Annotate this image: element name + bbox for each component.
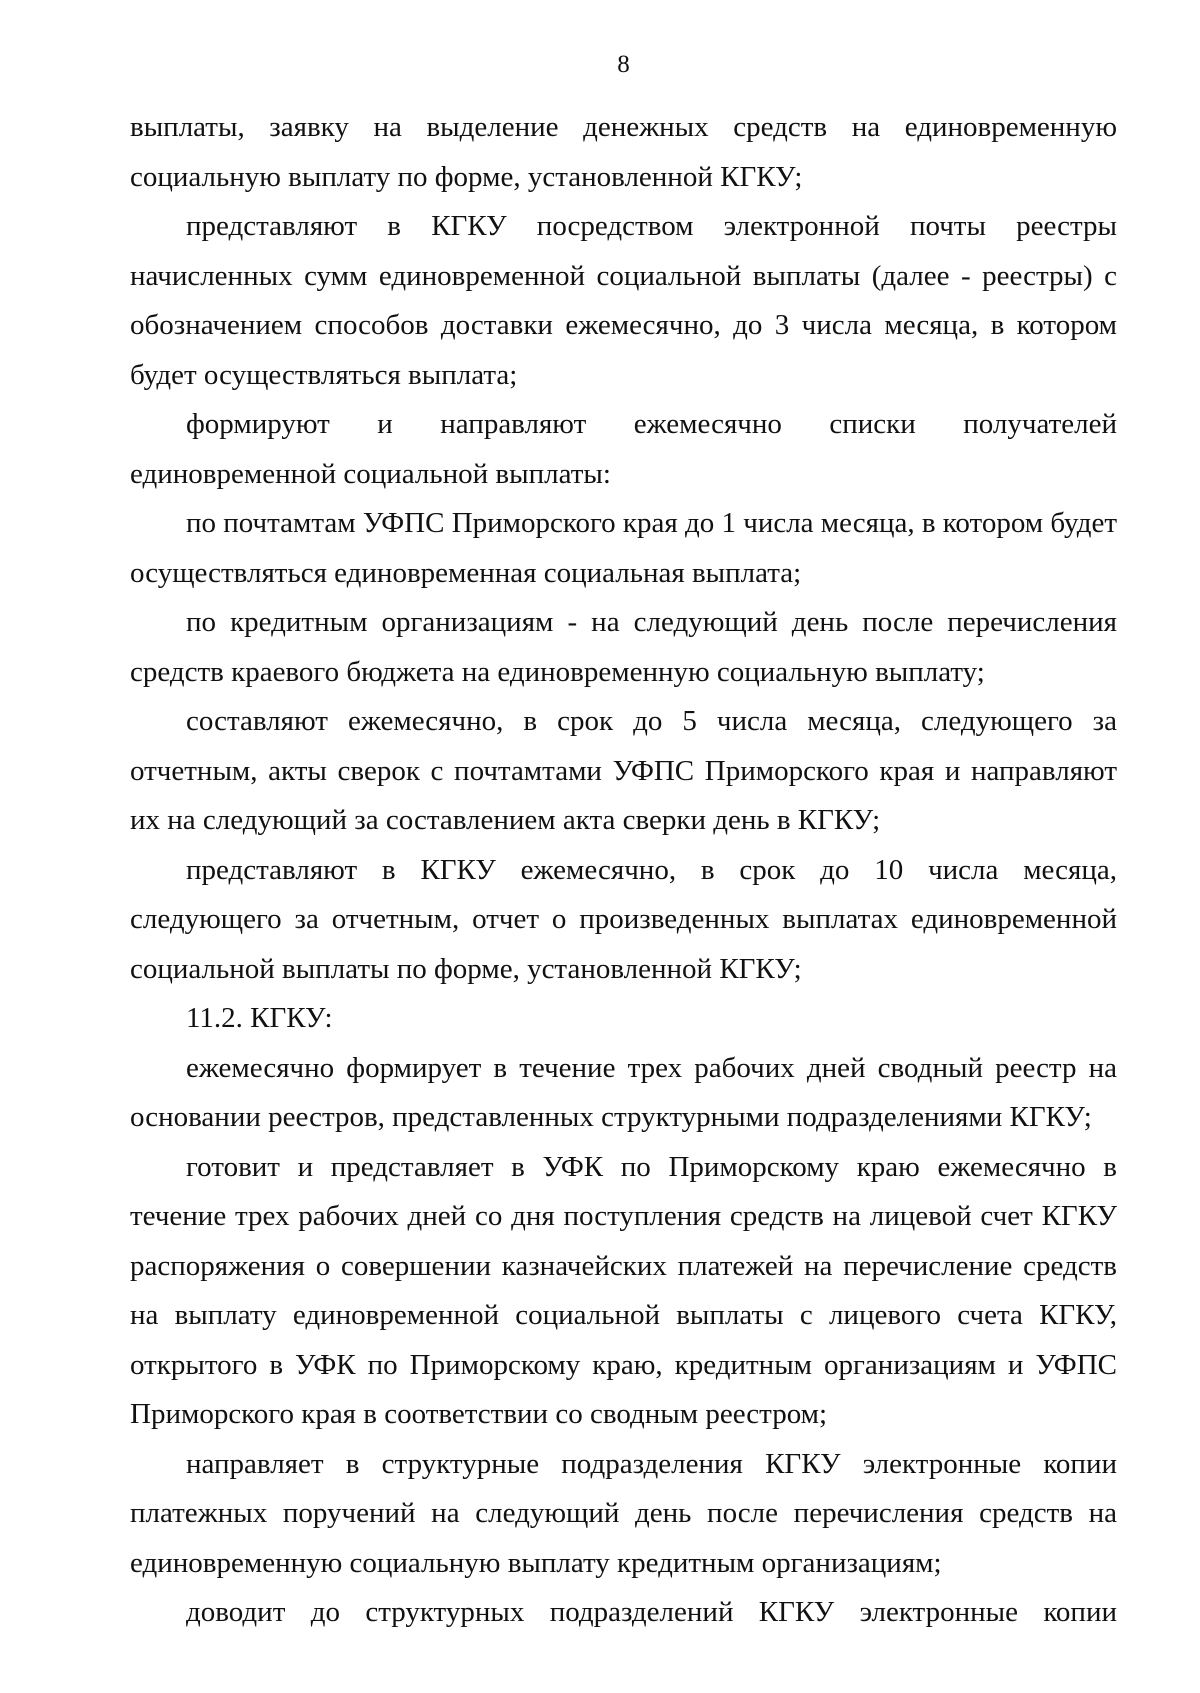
paragraph-electronic-copies: доводит до структурных подразделений КГКУ электронные копии xyxy=(186,1596,1117,1628)
paragraph-post-offices: по почтамтам УФПС Приморского края до 1 числа месяца, в котором будет осуществляться единовременная социальная выплата; xyxy=(130,507,1117,589)
paragraph-recipient-lists: формируют и направляют ежемесячно списки получателей единовременной социальной выплаты: xyxy=(130,408,1117,490)
section-heading-11-2: 11.2. КГКУ: xyxy=(186,1002,333,1034)
paragraph-credit-organizations: по кредитным организациям - на следующий день после перечисления средств краевого бюджета на единовременную социальную выплату; xyxy=(130,606,1117,688)
paragraph-payment-report: представляют в КГКУ ежемесячно, в срок до 10 числа месяца, следующего за отчетным, отчет о произведенных выплатах единовременной социальной выплаты по форме, установленной КГКУ; xyxy=(130,853,1117,985)
paragraph-registers: представляют в КГКУ посредством электронной почты реестры начисленных сумм единовременной социальной выплаты (далее - реестры) с обозначением способов доставки ежемесячно, до 3 числа месяца, в котором будет осуществляться выплата; xyxy=(130,210,1117,391)
document-body xyxy=(130,103,1117,1638)
paragraph-payment-orders: направляет в структурные подразделения КГКУ электронные копии платежных поручений на следующий день после перечисления средств на единовременную социальную выплату кредитным организациям; xyxy=(130,1447,1117,1579)
paragraph-reconciliation-acts: составляют ежемесячно, в срок до 5 числа месяца, следующего за отчетным, акты сверок с почтамтами УФПС Приморского края и направляют их на следующий за составлением акта сверки день в КГКУ; xyxy=(130,705,1117,836)
paragraph-continuation: выплаты, заявку на выделение денежных средств на единовременную социальную выплату по форме, установленной КГКУ; xyxy=(130,111,1117,193)
paragraph-summary-register: ежемесячно формирует в течение трех рабочих дней сводный реестр на основании реестров, представленных структурными подразделениями КГКУ; xyxy=(130,1051,1117,1133)
paragraph-treasury-payments: готовит и представляет в УФК по Приморскому краю ежемесячно в течение трех рабочих дней со дня поступления средств на лицевой счет КГКУ распоряжения о совершении казначейских платежей на перечисление средств на выплату единовременной социальной выплаты с лицевого счета КГКУ, открытого в УФК по Приморскому краю, кредитным организациям и УФПС Приморского края в соответствии со сводным реестром; xyxy=(130,1150,1117,1430)
page-number: 8 xyxy=(617,51,630,78)
